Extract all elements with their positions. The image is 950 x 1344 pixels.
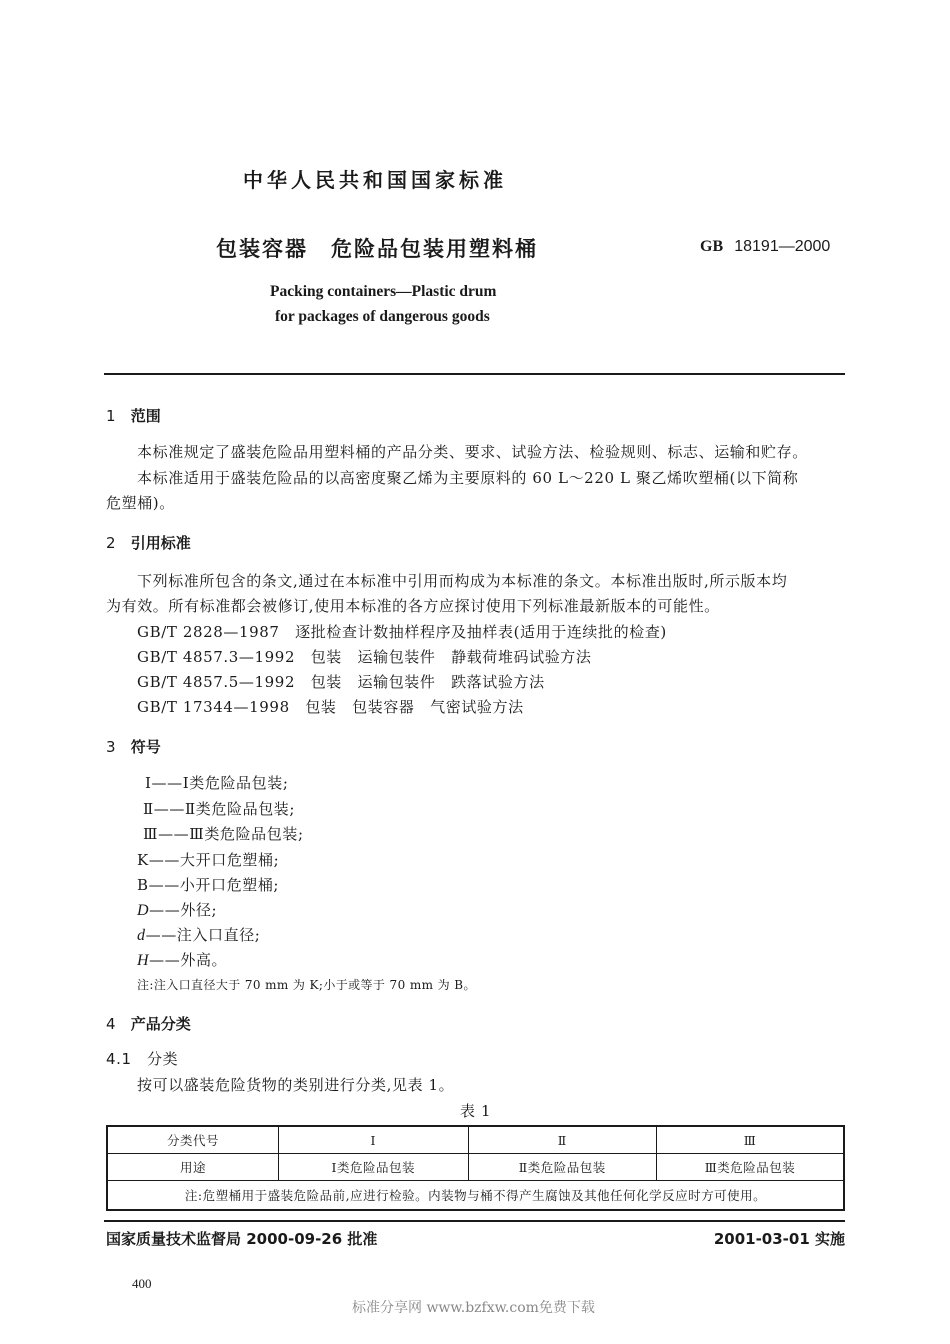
symbols-note: 注:注入口直径大于 70 mm 为 K;小于或等于 70 mm 为 B。	[137, 978, 476, 992]
standard-code	[700, 236, 830, 256]
symbol-key: H	[137, 952, 150, 969]
document-title-en-line2: for packages of dangerous goods	[275, 308, 490, 325]
table-cell: Ⅱ	[468, 1126, 656, 1154]
section-2-heading	[106, 532, 191, 553]
symbol-item	[137, 849, 279, 870]
section-4-para: 按可以盛装危险货物的类别进行分类,见表 1。	[137, 1076, 455, 1094]
section-1-para2-line1: 本标准适用于盛装危险品的以高密度聚乙烯为主要原料的 60 L～220 L 聚乙烯吹塑桶(以下简称	[137, 469, 799, 487]
document-title-zh: 包装容器 危险品包装用塑料桶	[216, 237, 538, 261]
reference-item: GB/T 2828—1987 逐批检查计数抽样程序及抽样表(适用于连续批的检查)	[137, 623, 667, 641]
table-1	[106, 1125, 845, 1211]
table-note: 注:危塑桶用于盛装危险品前,应进行检验。内装物与桶不得产生腐蚀及其他任何化学反应时方可使用。	[107, 1181, 844, 1211]
subsection-4-1-number: 4.1	[106, 1050, 132, 1068]
reference-item: GB/T 4857.3—1992 包装 运输包装件 静载荷堆码试验方法	[137, 648, 592, 666]
symbol-item	[137, 899, 217, 920]
symbol-item	[143, 798, 295, 819]
table-row	[107, 1181, 844, 1211]
symbol-description: ——Ⅰ类危险品包装;	[151, 774, 289, 792]
document-title-en-line1: Packing containers—Plastic drum	[270, 283, 497, 300]
section-2-para-line2: 为有效。所有标准都会被修订,使用本标准的各方应探讨使用下列标准最新版本的可能性。	[106, 597, 720, 615]
table-cell: Ⅰ类危险品包装	[279, 1154, 468, 1181]
symbol-description: ——小开口危塑桶;	[148, 876, 280, 894]
symbol-key: K	[137, 851, 149, 869]
symbol-description: ——注入口直径;	[145, 926, 261, 944]
symbol-item	[137, 949, 227, 970]
symbol-description: ——Ⅲ类危险品包装;	[158, 825, 304, 843]
page-number: 400	[132, 1276, 152, 1291]
symbol-description: ——外径;	[149, 901, 218, 919]
section-1-heading	[106, 405, 161, 426]
standard-code-number: 18191—2000	[734, 238, 831, 255]
symbol-item	[145, 772, 289, 793]
symbol-item	[143, 823, 304, 844]
table-cell: 分类代号	[107, 1126, 279, 1154]
section-1-title: 范围	[130, 407, 161, 425]
section-4-number: 4	[106, 1015, 116, 1033]
footer-divider	[104, 1220, 845, 1222]
table-row	[107, 1126, 844, 1154]
header-divider	[104, 373, 845, 375]
approval-info: 国家质量技术监督局 2000-09-26 批准	[106, 1230, 378, 1248]
section-1-para2-line2: 危塑桶)。	[106, 494, 175, 512]
subsection-4-1-title: 分类	[147, 1050, 179, 1068]
section-2-number: 2	[106, 534, 116, 552]
reference-item: GB/T 4857.5—1992 包装 运输包装件 跌落试验方法	[137, 673, 545, 691]
watermark: 标准分享网 www.bzfxw.com免费下载	[352, 1300, 595, 1316]
table-cell: Ⅲ类危险品包装	[656, 1154, 844, 1181]
reference-item: GB/T 17344—1998 包装 包装容器 气密试验方法	[137, 698, 524, 716]
table-cell: Ⅲ	[656, 1126, 844, 1154]
section-2-para-line1: 下列标准所包含的条文,通过在本标准中引用而构成为本标准的条文。本标准出版时,所示版本均	[137, 572, 788, 590]
section-1-para1: 本标准规定了盛装危险品用塑料桶的产品分类、要求、试验方法、检验规则、标志、运输和贮存。	[137, 443, 808, 461]
subsection-4-1-heading	[106, 1048, 178, 1069]
section-4-title: 产品分类	[130, 1015, 191, 1033]
section-2-title: 引用标准	[130, 534, 191, 552]
symbol-key: d	[137, 927, 146, 944]
table-1-caption: 表 1	[460, 1102, 492, 1120]
symbol-description: ——外高。	[149, 951, 228, 969]
section-3-title: 符号	[130, 738, 161, 756]
implementation-date: 2001-03-01 实施	[713, 1230, 845, 1248]
section-3-number: 3	[106, 738, 116, 756]
table-row	[107, 1154, 844, 1181]
symbol-key: B	[137, 876, 149, 894]
section-4-heading	[106, 1013, 191, 1034]
table-cell: 用途	[107, 1154, 279, 1181]
section-3-heading	[106, 736, 161, 757]
symbol-key: Ⅰ	[145, 774, 152, 792]
symbol-item	[137, 874, 279, 895]
symbol-key: Ⅲ	[143, 825, 159, 843]
symbol-description: ——Ⅱ类危险品包装;	[153, 800, 296, 818]
table-cell: Ⅰ	[279, 1126, 468, 1154]
standard-code-prefix: GB	[700, 238, 724, 255]
symbol-description: ——大开口危塑桶;	[148, 851, 280, 869]
symbol-key: D	[137, 902, 150, 919]
symbol-item	[137, 924, 260, 945]
symbol-key: Ⅱ	[143, 800, 154, 818]
section-1-number: 1	[106, 407, 116, 425]
table-cell: Ⅱ类危险品包装	[468, 1154, 656, 1181]
national-standard-heading: 中华人民共和国国家标准	[243, 168, 507, 192]
